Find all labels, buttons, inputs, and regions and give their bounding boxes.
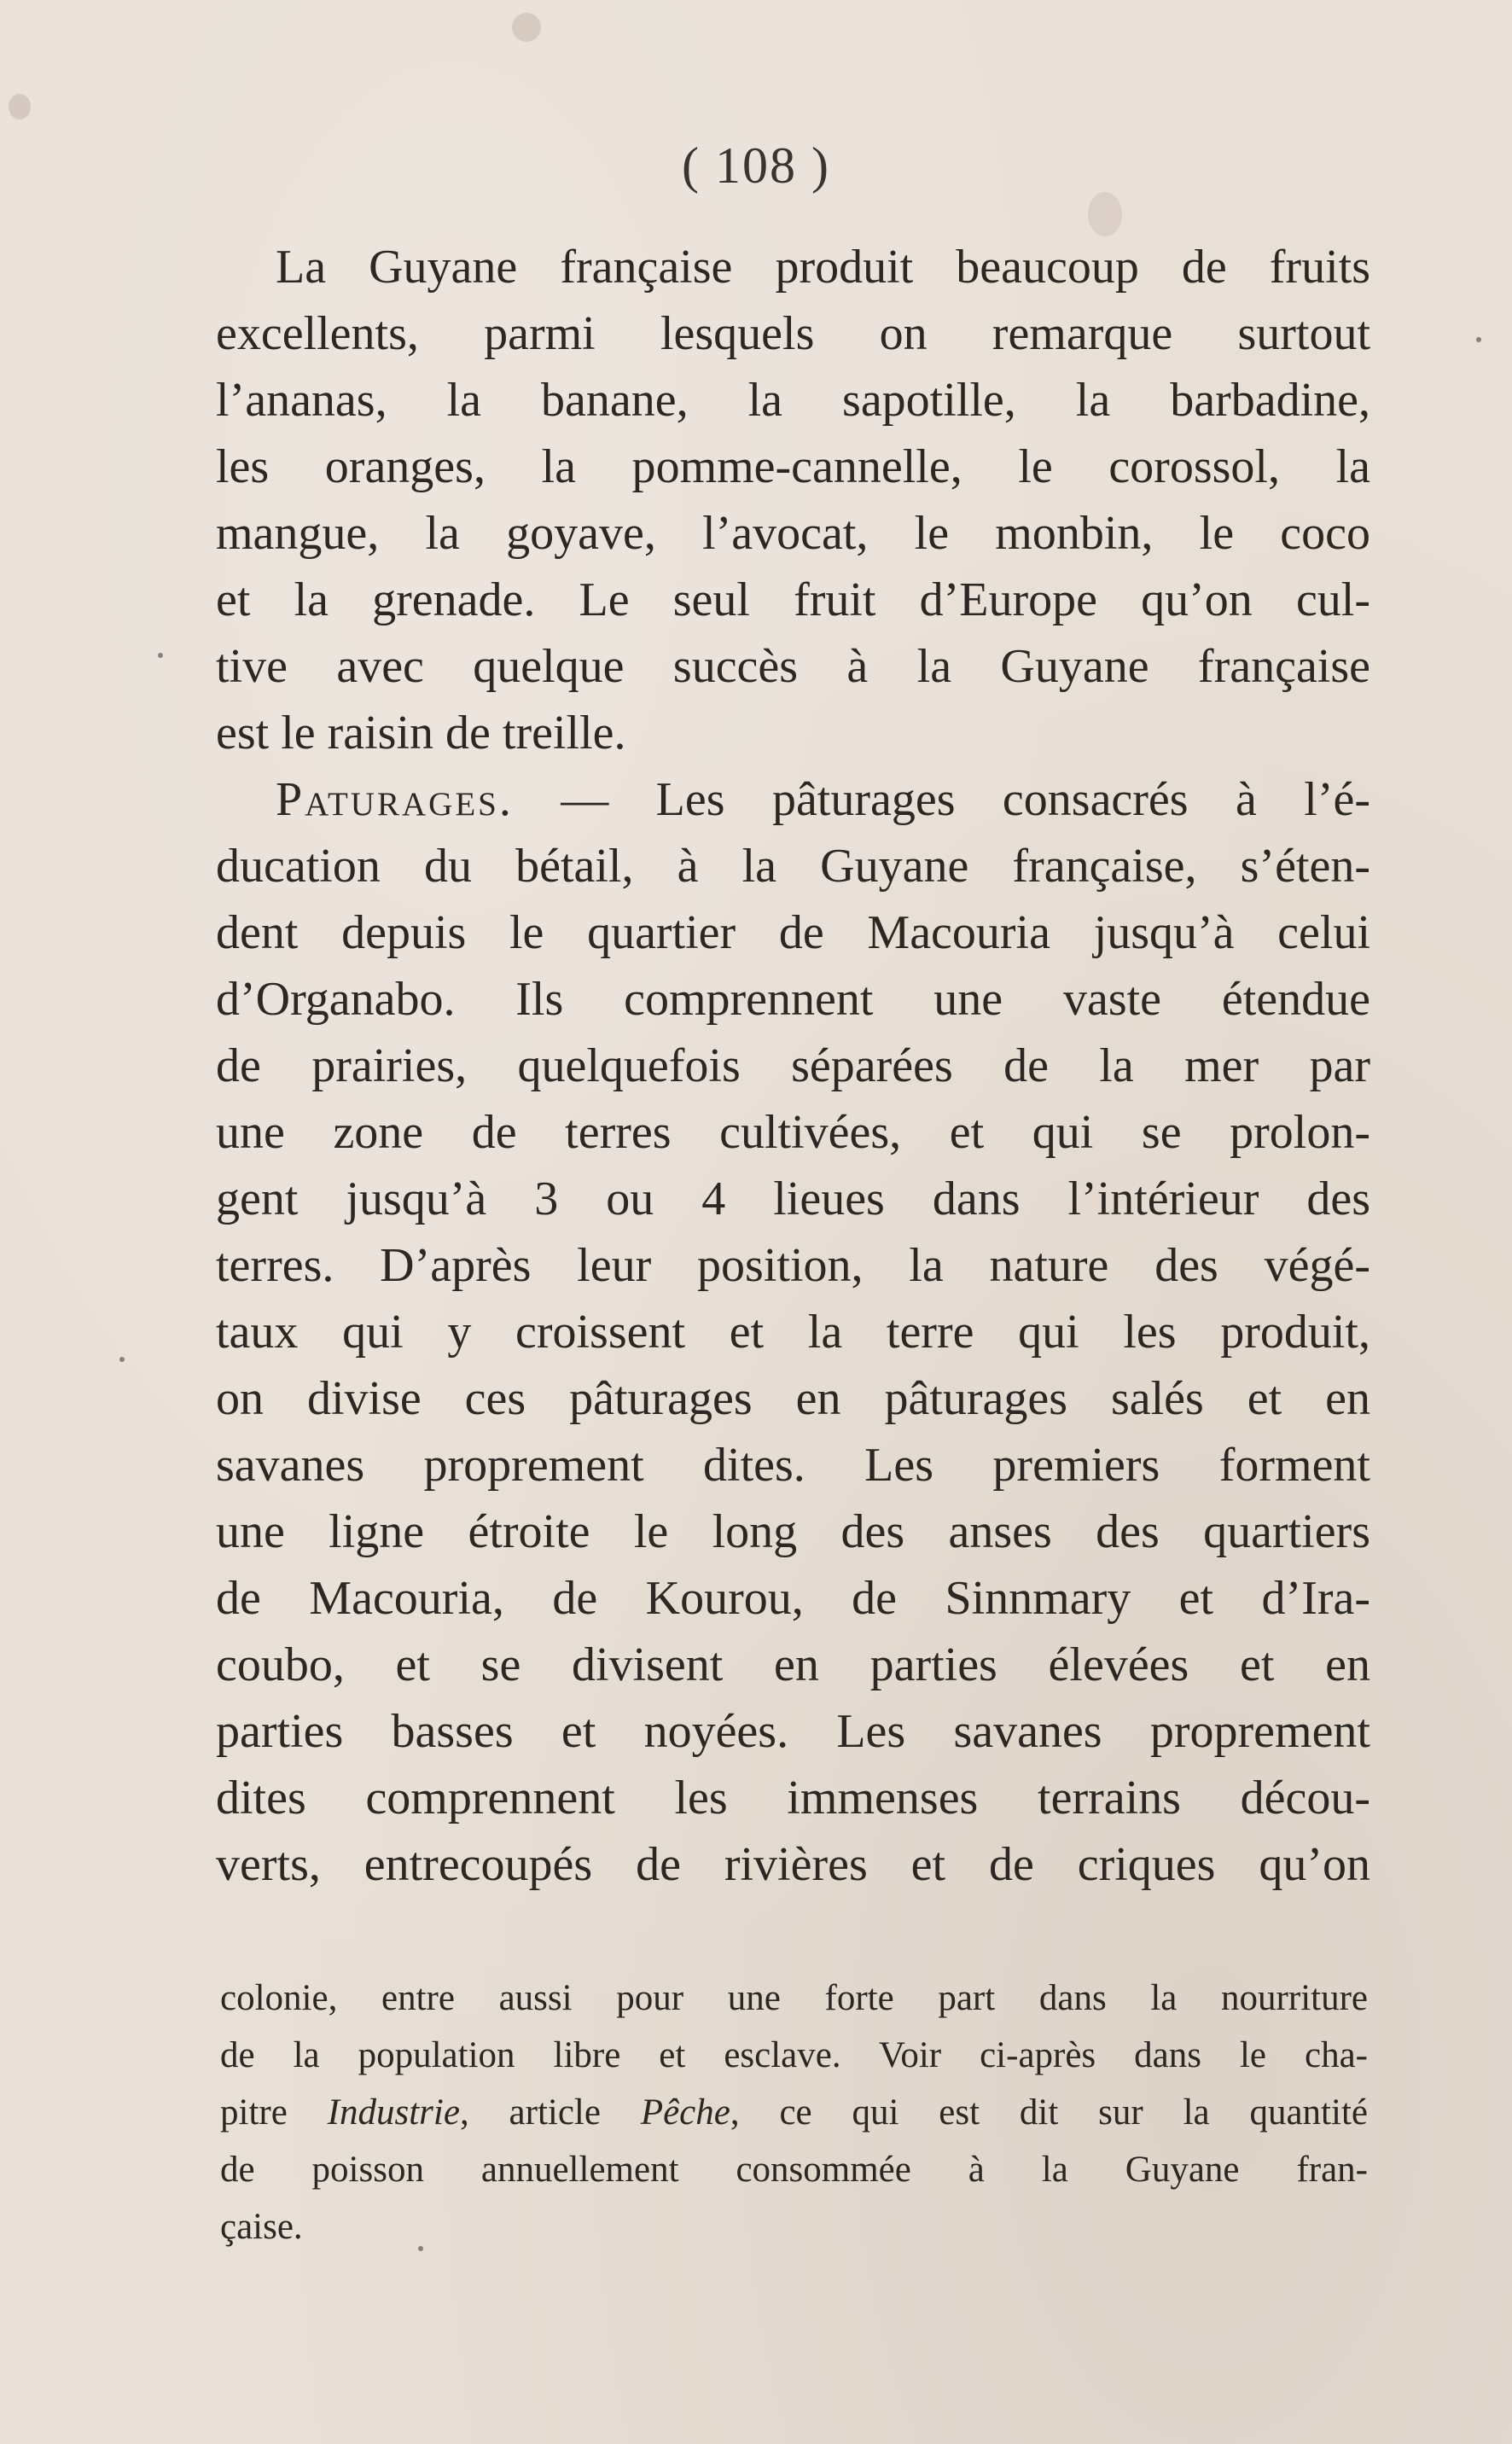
text-line: parties basses et noyées. Les savanes proprement: [216, 1705, 1370, 1758]
paper-speck: [1476, 337, 1481, 342]
text-line: coubo, et se divisent en parties élevées et en: [216, 1638, 1370, 1691]
paper-speck: [119, 1357, 125, 1362]
text-line: dites comprennent les immenses terrains décou-: [216, 1772, 1370, 1824]
section-heading: Paturages.: [276, 773, 514, 826]
footnote-text: , article: [459, 2092, 641, 2133]
text-line: d’Organabo. Ils comprennent une vaste étendue: [216, 973, 1370, 1026]
text-line: on divise ces pâturages en pâturages salés et en: [216, 1372, 1370, 1425]
footnote-line: de la population libre et esclave. Voir ci-après dans le cha-: [220, 2035, 1368, 2075]
text-line: une ligne étroite le long des anses des quartiers: [216, 1505, 1370, 1558]
text-line: mangue, la goyave, l’avocat, le monbin, le coco: [216, 507, 1370, 560]
text-line: et la grenade. Le seul fruit d’Europe qu’on cul-: [216, 573, 1370, 626]
text-line: gent jusqu’à 3 ou 4 lieues dans l’intérieur des: [216, 1173, 1370, 1225]
section-first-line-text: — Les pâturages consacrés à l’é-: [513, 773, 1370, 826]
text-line: terres. D’après leur position, la nature des végé-: [216, 1239, 1370, 1292]
text-line: est le raisin de treille.: [216, 707, 626, 759]
footnote-text: , ce qui est dit sur la quantité: [730, 2092, 1368, 2133]
footnote-italic: Industrie: [327, 2092, 460, 2133]
text-line: verts, entrecoupés de rivières et de criques qu’on: [216, 1838, 1370, 1891]
page-number: ( 108 ): [682, 137, 830, 194]
text-line: La Guyane française produit beaucoup de fruits: [276, 241, 1370, 294]
text-line: excellents, parmi lesquels on remarque surtout: [216, 307, 1370, 360]
text-line: une zone de terres cultivées, et qui se prolon-: [216, 1106, 1370, 1159]
footnote-text: pitre: [220, 2092, 328, 2133]
section-first-line: [276, 769, 1370, 830]
text-line: ducation du bétail, à la Guyane française, s’éten-: [216, 840, 1370, 893]
text-line: l’ananas, la banane, la sapotille, la barbadine,: [216, 374, 1370, 427]
text-line: dent depuis le quartier de Macouria jusqu’à celui: [216, 906, 1370, 959]
text-line: taux qui y croissent et la terre qui les produit,: [216, 1306, 1370, 1359]
footnote-line: de poisson annuellement consommée à la Guyane fran-: [220, 2150, 1368, 2190]
text-line: tive avec quelque succès à la Guyane française: [216, 640, 1370, 693]
paper-stain: [1088, 192, 1122, 236]
paper-stain: [512, 13, 541, 42]
footnote-line: colonie, entre aussi pour une forte part dans la nourriture: [220, 1978, 1368, 2018]
text-line: de Macouria, de Kourou, de Sinnmary et d’Ira-: [216, 1572, 1370, 1625]
text-line: savanes proprement dites. Les premiers forment: [216, 1439, 1370, 1492]
paper-stain: [9, 94, 31, 119]
text-line: les oranges, la pomme-cannelle, le corossol, la: [216, 440, 1370, 493]
text-line: de prairies, quelquefois séparées de la mer par: [216, 1039, 1370, 1092]
paper-speck: [158, 653, 163, 658]
footnote-line: [220, 2088, 1368, 2138]
footnote-line: çaise.: [220, 2207, 303, 2247]
footnote-italic: Pêche: [640, 2092, 730, 2133]
